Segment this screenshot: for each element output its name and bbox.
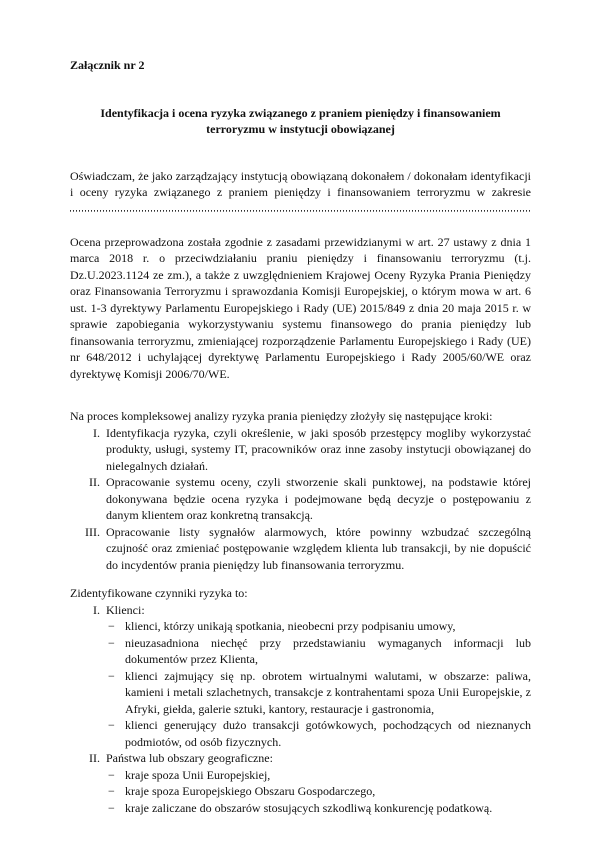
process-step <box>70 474 531 524</box>
risk-item <box>108 635 531 668</box>
risk-group-header <box>70 750 531 767</box>
dash-bullet-icon: − <box>108 800 115 815</box>
document-title: Identyfikacja i ocena ryzyka związanego z praniem pieniędzy i finansowaniem terroryzmu w instytucji obowiązanej <box>100 105 501 136</box>
process-intro: Na proces kompleksowej analizy ryzyka prania pieniędzy złożyły się następujące kroki: <box>70 409 493 423</box>
step-numeral: II. <box>89 475 100 489</box>
risk-item <box>108 668 531 718</box>
declaration-paragraph: Oświadczam, że jako zarządzający instytucją obowiązaną dokonałem / dokonałam identyfikacji i oceny ryzyka związanego z praniem pieniędzy i finansowaniem terroryzmu w zakresie <box>70 168 531 199</box>
risk-item <box>108 717 531 750</box>
risk-group-header <box>70 602 531 619</box>
dash-bullet-icon: − <box>108 619 115 633</box>
dash-bullet-icon: − <box>108 718 115 732</box>
fill-in-dotted-line <box>70 201 531 218</box>
dash-bullet-icon: − <box>108 784 115 798</box>
risk-factors-intro: Zidentyfikowane czynniki ryzyka to: <box>70 586 248 600</box>
risk-item-text: klienci, którzy unikają spotkania, nieobecni przy podpisaniu umowy, <box>125 619 456 633</box>
legal-basis-paragraph: Ocena przeprowadzona została zgodnie z zasadami przewidzianymi w art. 27 ustawy z dnia 1 marca 2018 r. o przeciwdziałaniu praniu pieniędzy i finansowaniu terroryzmu (t.j. Dz.U.2023.1124 ze zm.), a także z uwzględnieniem Krajowej Oceny Ryzyka Prania Pieniędzy oraz Finansowania Terroryzmu i sprawozdania Komisji Europejskiej, o którym mowa w art. 6 ust. 1-3 dyrektywy Parlamentu Europejskiego i Rady (UE) 2015/849 z dnia 20 maja 2015 r. w sprawie zapobiegania wykorzystywaniu systemu finansowego do prania pieniędzy lub finansowania terroryzmu, zmieniającej rozporządzenie Parlamentu Europejskiego i Rady (UE) nr 648/2012 i uchylającej dyrektywę Parlamentu Europejskiego i Rady 2005/60/WE oraz dyrektywę Komisji 2006/70/WE. <box>70 234 531 381</box>
risk-groups-list <box>70 602 531 817</box>
risk-item-text: kraje zaliczane do obszarów stosujących szkodliwą konkurencję podatkową. <box>125 800 493 815</box>
dash-bullet-icon: − <box>108 668 115 683</box>
group-label: Państwa lub obszary geograficzne: <box>106 751 273 765</box>
group-numeral: II. <box>89 751 100 765</box>
step-text: Opracowanie listy sygnałów alarmowych, które powinny wzbudzać szczególną czujność oraz zmieniać postępowanie względem klienta lub transakcji, by nie dopuścić do incydentów prania pieniędzy lub finansowania terroryzmu. <box>106 524 531 572</box>
process-step <box>70 425 531 475</box>
risk-item-text: kraje spoza Europejskiego Obszaru Gospodarczego, <box>125 784 376 798</box>
attachment-label: Załącznik nr 2 <box>70 58 145 72</box>
risk-item-text: klienci generujący dużo transakcji gotówkowych, pochodzących od nieznanych podmiotów, od osób fizycznych. <box>125 718 531 749</box>
risk-item <box>108 767 531 784</box>
group-label: Klienci: <box>106 602 145 617</box>
risk-item <box>108 618 531 635</box>
process-steps-list <box>70 425 531 574</box>
dash-bullet-icon: − <box>108 635 115 650</box>
step-text: Identyfikacja ryzyka, czyli określenie, w jaki sposób przestępcy mogliby wykorzystać produkty, usługi, systemy IT, pracowników oraz inne zasoby instytucji obowiązanej do nielegalnych działań. <box>106 425 531 473</box>
risk-item <box>108 783 531 800</box>
process-step <box>70 524 531 574</box>
risk-item-text: kraje spoza Unii Europejskiej, <box>125 767 271 782</box>
risk-item-text: klienci zajmujący się np. obrotem wirtualnymi walutami, w obszarze: paliwa, kamieni i metali szlachetnych, transakcje z kontrahentami spoza Unii Europejskie, z Afryki, giełda, galerie sztuki, kantory, restauracje i gastronomia, <box>125 668 531 716</box>
step-numeral: I. <box>93 425 100 440</box>
risk-item-text: nieuzasadniona niechęć przy przedstawianiu wymaganych informacji lub dokumentów przez Klienta, <box>125 635 531 666</box>
dash-bullet-icon: − <box>108 767 115 782</box>
group-numeral: I. <box>93 602 100 617</box>
step-numeral: III. <box>85 524 100 539</box>
risk-item <box>108 800 531 817</box>
step-text: Opracowanie systemu oceny, czyli stworzenie skali punktowej, na podstawie której dokonywana będzie ocena ryzyka i podejmowane będą decyzje o postępowaniu z danym klientem oraz konkretną transakcją. <box>106 475 531 522</box>
